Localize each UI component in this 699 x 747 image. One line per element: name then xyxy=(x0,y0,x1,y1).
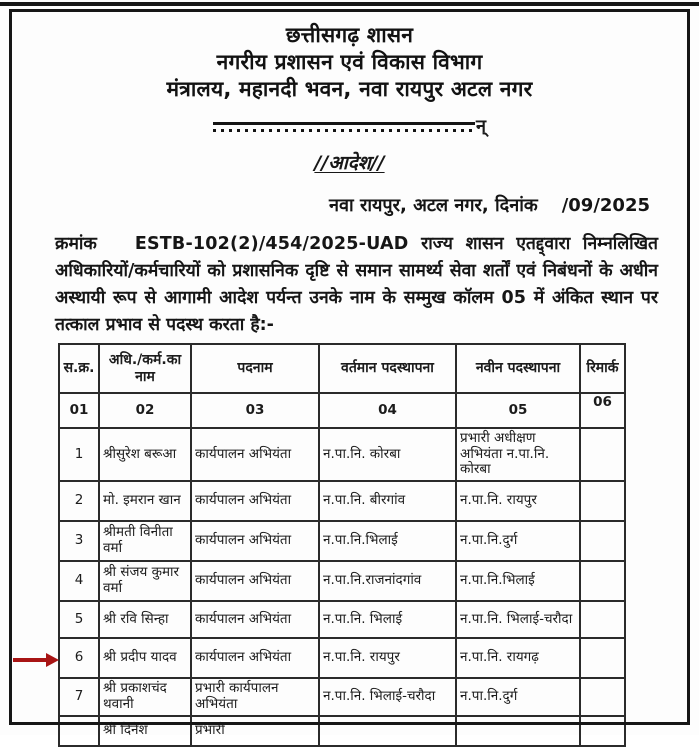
remark-cell xyxy=(580,601,625,638)
designation-cell: कार्यपालन अभियंता xyxy=(191,638,319,678)
current-posting-cell: न.पा.नि. भिलाई xyxy=(319,601,456,638)
new-posting-cell: प्रभारी अधीक्षण अभियंता न.पा.नि. कोरबा xyxy=(456,428,580,481)
sno-cell: 2 xyxy=(59,481,99,521)
header-current-posting: वर्तमान पदस्थापना xyxy=(319,344,456,393)
name-cell: श्री रवि सिन्हा xyxy=(99,601,191,638)
table-header-row xyxy=(59,344,625,393)
header-name: अधि./कर्म.का नाम xyxy=(99,344,191,393)
remark-cell xyxy=(580,638,625,678)
designation-cell: कार्यपालन अभियंता xyxy=(191,481,319,521)
divider-line xyxy=(213,122,475,132)
current-posting-cell: न.पा.नि. बीरगांव xyxy=(319,481,456,521)
header-new-posting: नवीन पदस्थापना xyxy=(456,344,580,393)
table-row xyxy=(59,601,625,638)
row-6-marker-arrow xyxy=(13,653,59,667)
table-row-clipped xyxy=(59,716,625,746)
name-cell: मो. इमरान खान xyxy=(99,481,191,521)
remark-cell xyxy=(580,716,625,746)
arrow-shaft xyxy=(13,658,47,662)
name-cell: श्री संजय कुमार वर्मा xyxy=(99,561,191,601)
sno-cell: 1 xyxy=(59,428,99,481)
current-posting-cell: न.पा.नि. रायपुर xyxy=(319,638,456,678)
remark-cell xyxy=(580,481,625,521)
new-posting-cell: न.पा.नि. रायपुर xyxy=(456,481,580,521)
date-place-label: नवा रायपुर, अटल नगर, दिनांक xyxy=(329,195,538,216)
order-body-text: राज्य शासन एतद्द्वारा निम्नलिखित अधिकारियों/कर्मचारियों को प्रशासनिक दृष्टि से समान सामर्थ्य सेवा शर्तों एवं निबंधनों के अधीन अस्थायी रूप से आगामी आदेश पर्यन्त उनके नाम के सम्मुख कॉलम 05 में अंकित स्थान पर तत्काल प्रभाव से पदस्थ करता है:- xyxy=(55,234,659,335)
remark-cell xyxy=(580,561,625,601)
dateline xyxy=(329,193,650,217)
transfer-table xyxy=(58,343,626,747)
new-posting-cell: न.पा.नि. रायगढ़ xyxy=(456,638,580,678)
sno-cell: 4 xyxy=(59,561,99,601)
current-posting-cell: न.पा.नि. कोरबा xyxy=(319,428,456,481)
current-posting-cell: न.पा.नि.राजनांदगांव xyxy=(319,561,456,601)
sno-cell: 7 xyxy=(59,678,99,716)
col-number: 04 xyxy=(319,393,456,428)
order-reference-label: क्रमांक xyxy=(55,234,97,254)
table-row-marked xyxy=(59,638,625,678)
remark-cell xyxy=(580,521,625,561)
new-posting-cell xyxy=(456,716,580,746)
arrow-head-icon xyxy=(46,653,59,667)
col-number: 03 xyxy=(191,393,319,428)
column-number-row xyxy=(59,393,625,428)
table-row xyxy=(59,521,625,561)
name-cell: श्री प्रकाशचंद थवानी xyxy=(99,678,191,716)
name-cell: श्रीमती विनीता वर्मा xyxy=(99,521,191,561)
col-number: 02 xyxy=(99,393,191,428)
new-posting-cell: न.पा.नि.दुर्ग xyxy=(456,521,580,561)
name-cell: श्रीसुरेश बरूआ xyxy=(99,428,191,481)
table-row xyxy=(59,561,625,601)
designation-cell: कार्यपालन अभियंता xyxy=(191,601,319,638)
remark-cell xyxy=(580,678,625,716)
table-row xyxy=(59,678,625,716)
remark-cell xyxy=(580,428,625,481)
sno-cell: 6 xyxy=(59,638,99,678)
col-number: 05 xyxy=(456,393,580,428)
top-edge-line xyxy=(0,2,699,6)
designation-cell: कार्यपालन अभियंता xyxy=(191,428,319,481)
order-body-paragraph xyxy=(55,231,658,339)
order-title: //आदेश// xyxy=(314,152,385,174)
designation-cell: कार्यपालन अभियंता xyxy=(191,561,319,601)
current-posting-cell: न.पा.नि. भिलाई-चरौदा xyxy=(319,678,456,716)
ministry-address: मंत्रालय, महानदी भवन, नवा रायपुर अटल नगर xyxy=(166,77,533,101)
department-name: नगरीय प्रशासन एवं विकास विभाग xyxy=(216,50,483,74)
name-cell: श्री दिनेश xyxy=(99,716,191,746)
col-number: 01 xyxy=(59,393,99,428)
table-row xyxy=(59,481,625,521)
new-posting-cell: न.पा.नि. भिलाई-चरौदा xyxy=(456,601,580,638)
designation-cell: कार्यपालन अभियंता xyxy=(191,521,319,561)
new-posting-cell: न.पा.नि.भिलाई xyxy=(456,561,580,601)
header-remark: रिमार्क xyxy=(580,344,625,393)
header-sno: स.क्र. xyxy=(59,344,99,393)
divider-end-glyph: न् xyxy=(476,115,486,137)
col-number: 06 xyxy=(580,393,625,428)
designation-cell: प्रभारी कार्यपालन अभियंता xyxy=(191,678,319,716)
sno-cell: 5 xyxy=(59,601,99,638)
header-designation: पदनाम xyxy=(191,344,319,393)
name-cell: श्री प्रदीप यादव xyxy=(99,638,191,678)
order-reference-number: ESTB-102(2)/454/2025-UAD xyxy=(134,234,409,254)
letterhead xyxy=(0,22,699,103)
date-value: /09/2025 xyxy=(561,195,650,216)
sno-cell: 3 xyxy=(59,521,99,561)
transfer-table-container xyxy=(58,343,626,739)
current-posting-cell: न.पा.नि.भिलाई xyxy=(319,521,456,561)
header-divider xyxy=(0,116,699,135)
government-name: छत्तीसगढ़ शासन xyxy=(285,23,414,47)
designation-cell: प्रभारी xyxy=(191,716,319,746)
current-posting-cell xyxy=(319,716,456,746)
sno-cell xyxy=(59,716,99,746)
table-row xyxy=(59,428,625,481)
new-posting-cell: न.पा.नि.दुर्ग xyxy=(456,678,580,716)
